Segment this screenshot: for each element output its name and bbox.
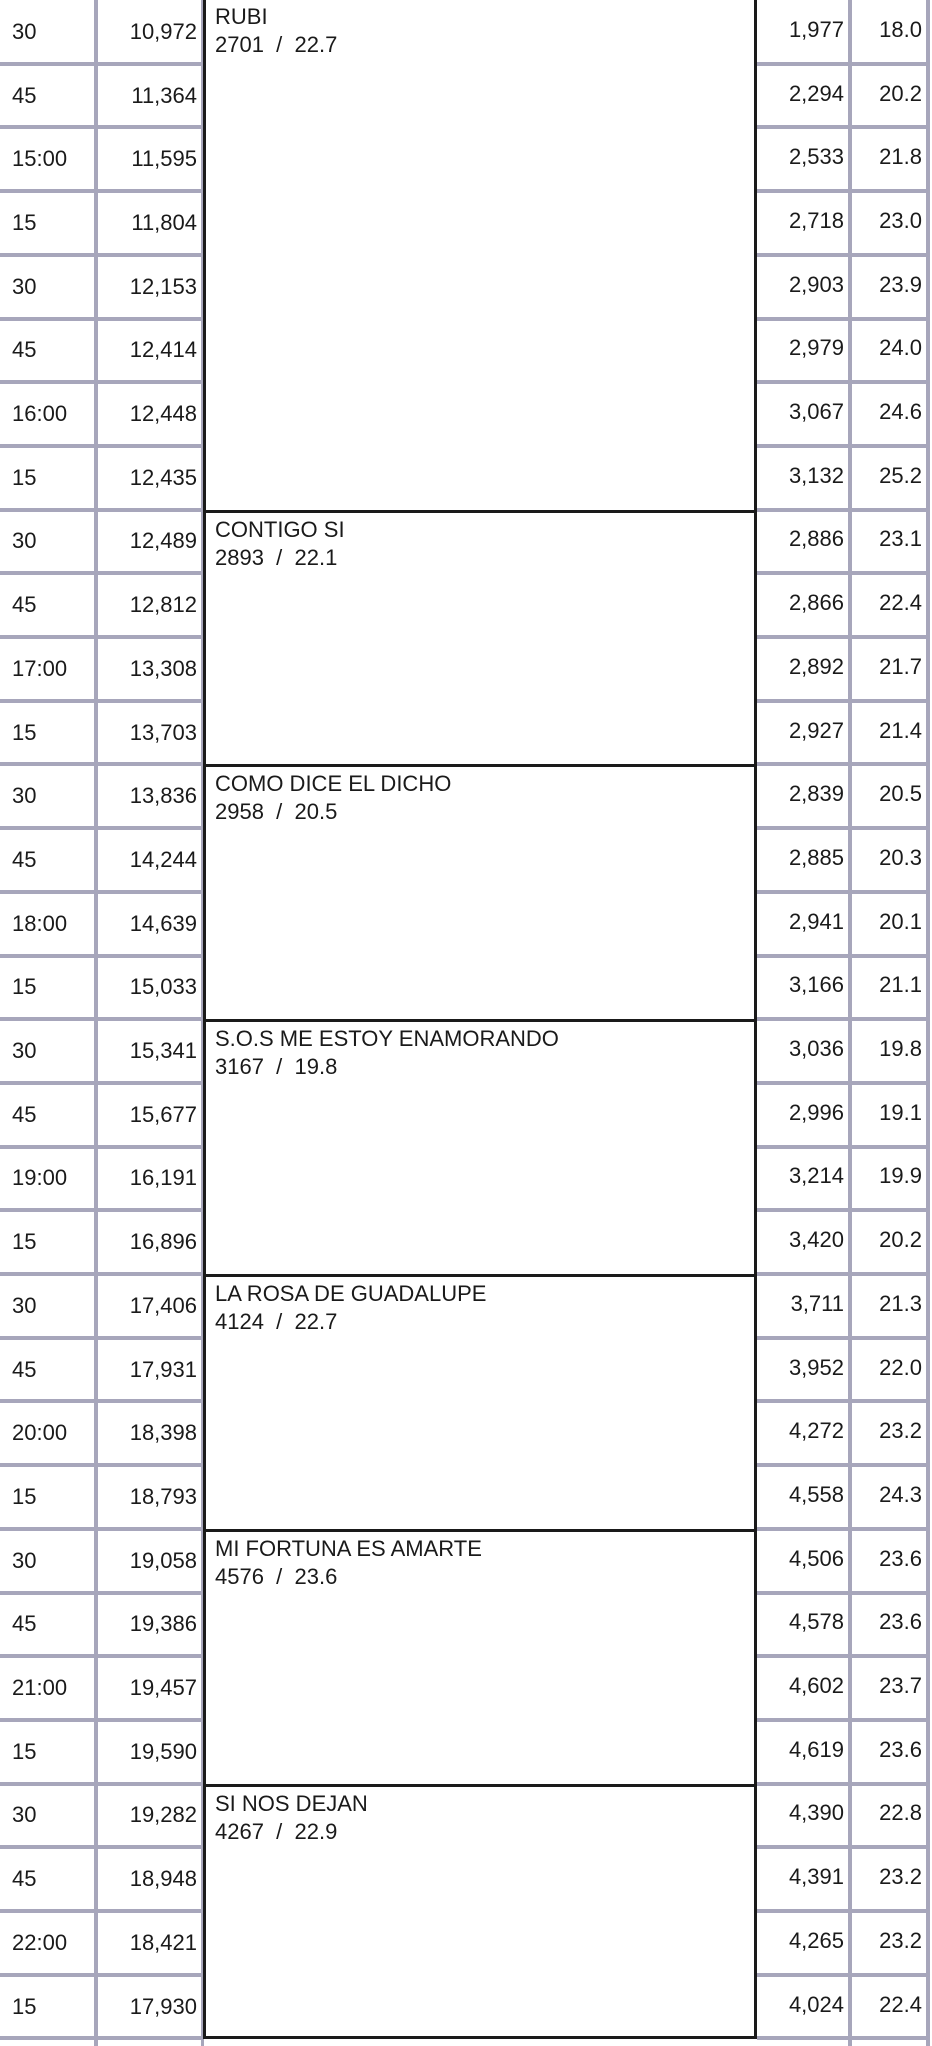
share-cell: 23.2 — [879, 1864, 922, 1890]
total-cell: 19,058 — [129, 1547, 197, 1573]
viewers-cell: 4,024 — [788, 1991, 844, 2017]
share-cell: 20.5 — [879, 781, 922, 807]
viewers-cell: 3,952 — [788, 1354, 844, 1380]
viewers-cell: 4,558 — [788, 1481, 844, 1507]
total-cell: 12,489 — [129, 528, 197, 554]
share-cell: 23.7 — [879, 1673, 922, 1699]
total-cell: 12,812 — [129, 592, 197, 618]
total-cell: 17,931 — [129, 1356, 197, 1382]
time-cell: 30 — [12, 1038, 37, 1064]
program-block — [203, 1784, 757, 2039]
program-stats: 2701 / 22.7 — [215, 32, 338, 57]
viewers-cell: 2,866 — [788, 590, 844, 616]
program-title: SI NOS DEJAN — [215, 1790, 368, 1816]
time-cell: 30 — [12, 528, 37, 554]
total-cell: 17,406 — [129, 1292, 197, 1318]
program-title: CONTIGO SI — [215, 516, 345, 542]
share-cell: 20.2 — [879, 1227, 922, 1253]
program-stats: 2893 / 22.1 — [215, 544, 338, 570]
time-cell: 15 — [12, 464, 37, 490]
viewers-cell: 4,391 — [788, 1864, 844, 1890]
time-cell: 19:00 — [12, 1165, 68, 1191]
program-title: COMO DICE EL DICHO — [215, 771, 452, 797]
viewers-cell: 3,711 — [790, 1290, 844, 1316]
program-block — [203, 510, 757, 765]
time-cell: 30 — [12, 273, 37, 299]
time-cell: 15 — [12, 1993, 37, 2019]
total-cell: 14,639 — [129, 910, 197, 936]
time-cell: 30 — [12, 783, 37, 809]
share-cell: 21.8 — [879, 144, 922, 170]
program-title: RUBI — [215, 4, 268, 29]
share-cell: 23.2 — [879, 1418, 922, 1444]
share-cell: 19.8 — [879, 1036, 922, 1062]
total-cell: 12,153 — [129, 273, 197, 299]
share-cell: 21.7 — [879, 653, 922, 679]
share-cell: 23.2 — [879, 1927, 922, 1953]
program-block — [203, 1019, 757, 1274]
program-divider — [203, 2036, 757, 2039]
viewers-cell: 2,718 — [788, 207, 844, 233]
row-divider — [757, 2036, 928, 2040]
time-cell: 30 — [12, 1292, 37, 1318]
total-cell: 16,191 — [129, 1165, 197, 1191]
row-divider — [0, 2036, 203, 2040]
time-cell: 30 — [12, 1547, 37, 1573]
share-cell: 19.9 — [879, 1163, 922, 1189]
viewers-cell: 2,979 — [788, 335, 844, 361]
program-block — [203, 0, 757, 510]
time-cell: 45 — [12, 337, 37, 363]
total-cell: 11,804 — [131, 209, 197, 235]
share-cell: 21.4 — [879, 717, 922, 743]
total-cell: 10,972 — [129, 18, 197, 44]
viewers-cell: 3,067 — [788, 399, 844, 425]
share-cell: 22.8 — [879, 1800, 922, 1826]
total-cell: 11,595 — [131, 146, 197, 172]
share-cell: 23.6 — [879, 1736, 922, 1762]
viewers-cell: 4,602 — [788, 1673, 844, 1699]
viewers-cell: 3,036 — [788, 1036, 844, 1062]
total-cell: 15,341 — [129, 1038, 197, 1064]
viewers-cell: 3,214 — [788, 1163, 844, 1189]
viewers-cell: 2,294 — [788, 80, 844, 106]
time-cell: 45 — [12, 1101, 37, 1127]
viewers-cell: 4,506 — [788, 1545, 844, 1571]
share-cell: 22.4 — [879, 590, 922, 616]
time-cell: 16:00 — [12, 401, 68, 427]
time-cell: 45 — [12, 846, 37, 872]
time-cell: 30 — [12, 1802, 37, 1828]
time-cell: 21:00 — [12, 1675, 68, 1701]
viewers-cell: 1,977 — [788, 16, 844, 42]
total-cell: 16,896 — [129, 1229, 197, 1255]
total-cell: 12,448 — [129, 401, 197, 427]
viewers-cell: 4,619 — [788, 1736, 844, 1762]
share-cell: 20.1 — [879, 908, 922, 934]
share-cell: 21.3 — [879, 1290, 922, 1316]
time-cell: 17:00 — [12, 655, 68, 681]
viewers-cell: 2,892 — [788, 653, 844, 679]
viewers-cell: 3,420 — [788, 1227, 844, 1253]
time-cell: 15 — [12, 209, 37, 235]
time-cell: 45 — [12, 82, 37, 108]
total-cell: 13,308 — [129, 655, 197, 681]
total-cell: 18,948 — [129, 1866, 197, 1892]
program-title: S.O.S ME ESTOY ENAMORANDO — [215, 1026, 559, 1052]
total-cell: 12,435 — [129, 464, 197, 490]
share-cell: 23.9 — [879, 271, 922, 297]
viewers-cell: 3,166 — [788, 972, 844, 998]
time-cell: 15 — [12, 1483, 37, 1509]
time-cell: 45 — [12, 1356, 37, 1382]
share-cell: 24.0 — [879, 335, 922, 361]
time-cell: 15 — [12, 974, 37, 1000]
column-divider — [94, 0, 98, 2046]
time-cell: 15 — [12, 1229, 37, 1255]
total-cell: 15,033 — [129, 974, 197, 1000]
column-divider — [926, 0, 930, 2046]
program-title: LA ROSA DE GUADALUPE — [215, 1281, 487, 1306]
total-cell: 17,930 — [129, 1993, 197, 2019]
viewers-cell: 4,265 — [788, 1927, 844, 1953]
total-cell: 12,414 — [129, 337, 197, 363]
viewers-cell: 2,903 — [788, 271, 844, 297]
share-cell: 23.1 — [879, 526, 922, 552]
total-cell: 18,793 — [129, 1483, 197, 1509]
program-block — [203, 1274, 757, 1529]
viewers-cell: 2,533 — [788, 144, 844, 170]
time-cell: 20:00 — [12, 1420, 68, 1446]
share-cell: 20.2 — [879, 80, 922, 106]
share-cell: 18.0 — [879, 16, 922, 42]
program-stats: 4267 / 22.9 — [215, 1818, 338, 1844]
viewers-cell: 2,885 — [788, 844, 844, 870]
share-cell: 21.1 — [879, 972, 922, 998]
program-stats: 4576 / 23.6 — [215, 1563, 338, 1589]
viewers-cell: 2,886 — [788, 526, 844, 552]
total-cell: 15,677 — [129, 1101, 197, 1127]
program-title: MI FORTUNA ES AMARTE — [215, 1535, 482, 1561]
viewers-cell: 2,927 — [788, 717, 844, 743]
total-cell: 19,457 — [129, 1675, 197, 1701]
total-cell: 18,398 — [129, 1420, 197, 1446]
total-cell: 11,364 — [131, 82, 197, 108]
total-cell: 14,244 — [129, 846, 197, 872]
total-cell: 13,703 — [129, 719, 197, 745]
time-cell: 15 — [12, 1738, 37, 1764]
viewers-cell: 2,839 — [788, 781, 844, 807]
viewers-cell: 2,941 — [788, 908, 844, 934]
time-cell: 15:00 — [12, 146, 68, 172]
viewers-cell: 3,132 — [788, 462, 844, 488]
share-cell: 24.6 — [879, 399, 922, 425]
program-stats: 4124 / 22.7 — [215, 1309, 338, 1334]
share-cell: 23.6 — [879, 1609, 922, 1635]
share-cell: 24.3 — [879, 1481, 922, 1507]
column-divider — [848, 0, 852, 2046]
share-cell: 20.3 — [879, 844, 922, 870]
time-cell: 45 — [12, 1866, 37, 1892]
share-cell: 19.1 — [879, 1099, 922, 1125]
time-cell: 45 — [12, 592, 37, 618]
program-stats: 3167 / 19.8 — [215, 1054, 338, 1080]
total-cell: 19,282 — [129, 1802, 197, 1828]
program-stats: 2958 / 20.5 — [215, 799, 338, 825]
total-cell: 18,421 — [129, 1929, 197, 1955]
time-cell: 15 — [12, 719, 37, 745]
time-cell: 22:00 — [12, 1929, 68, 1955]
total-cell: 19,386 — [129, 1611, 197, 1637]
share-cell: 25.2 — [879, 462, 922, 488]
viewers-cell: 4,578 — [788, 1609, 844, 1635]
time-cell: 45 — [12, 1611, 37, 1637]
viewers-cell: 2,996 — [788, 1099, 844, 1125]
viewers-cell: 4,272 — [788, 1418, 844, 1444]
share-cell: 22.0 — [879, 1354, 922, 1380]
share-cell: 23.0 — [879, 207, 922, 233]
share-cell: 23.6 — [879, 1545, 922, 1571]
viewers-cell: 4,390 — [788, 1800, 844, 1826]
share-cell: 22.4 — [879, 1991, 922, 2017]
time-cell: 30 — [12, 18, 37, 44]
total-cell: 13,836 — [129, 783, 197, 809]
program-block — [203, 764, 757, 1019]
total-cell: 19,590 — [129, 1738, 197, 1764]
time-cell: 18:00 — [12, 910, 68, 936]
program-block — [203, 1529, 757, 1784]
